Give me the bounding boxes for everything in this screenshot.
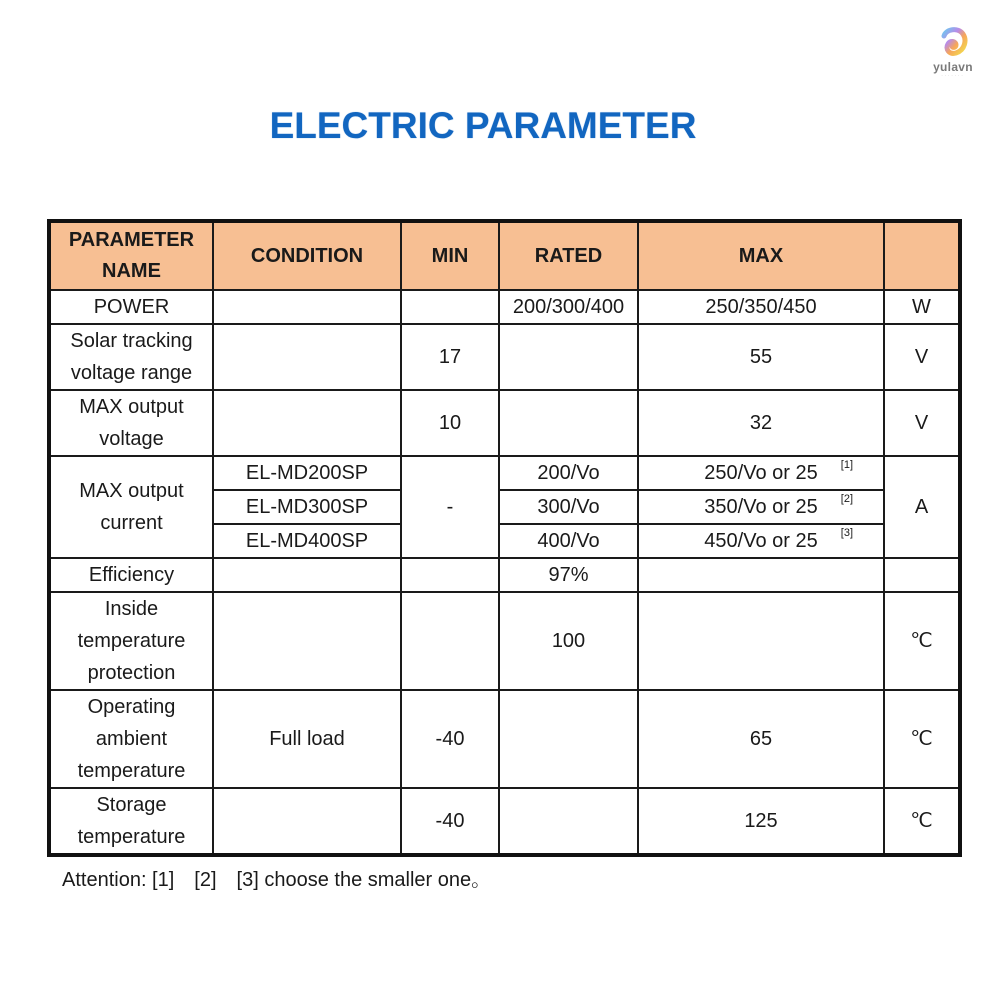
cell-name: Storage temperature: [49, 788, 213, 855]
cell-unit: V: [884, 390, 960, 456]
cell-max-value: 250/Vo or 25: [704, 462, 818, 484]
chameleon-logo-icon: [938, 26, 968, 56]
cell-unit: V: [884, 324, 960, 390]
footnote-ref: [3]: [840, 527, 853, 539]
cell-condition: [213, 558, 401, 592]
cell-unit: ℃: [884, 592, 960, 690]
cell-rated: [499, 390, 638, 456]
table-row-solar-tracking: [49, 324, 960, 390]
cell-min: [401, 592, 499, 690]
cell-min: [401, 558, 499, 592]
cell-max-value: 450/Vo or 25: [704, 530, 818, 552]
cell-rated: 400/Vo: [499, 524, 638, 558]
header-parameter-name: PARAMETER NAME: [49, 221, 213, 290]
header-rated: RATED: [499, 221, 638, 290]
cell-min: -40: [401, 788, 499, 855]
footnote-mid: [2]: [194, 869, 217, 891]
cell-max-value: 350/Vo or 25: [704, 496, 818, 518]
table-header-row: [49, 221, 960, 290]
cell-max: 55: [638, 324, 884, 390]
footnote-ref: [2]: [840, 493, 853, 505]
cell-condition: EL-MD300SP: [213, 490, 401, 524]
cell-unit: ℃: [884, 690, 960, 788]
cell-unit: A: [884, 456, 960, 558]
brand-name: yulavn: [933, 60, 973, 74]
cell-unit: W: [884, 290, 960, 324]
table-row-max-output-current: [49, 456, 960, 490]
table-row-storage-temperature: [49, 788, 960, 855]
cell-condition: [213, 592, 401, 690]
cell-max: [638, 592, 884, 690]
table-row-operating-temperature: [49, 690, 960, 788]
cell-rated: 200/Vo: [499, 456, 638, 490]
cell-min: [401, 290, 499, 324]
cell-condition: EL-MD200SP: [213, 456, 401, 490]
cell-min: -40: [401, 690, 499, 788]
header-condition: CONDITION: [213, 221, 401, 290]
table-row-power: [49, 290, 960, 324]
header-max: MAX: [638, 221, 884, 290]
cell-rated: 100: [499, 592, 638, 690]
cell-max: [638, 524, 884, 558]
cell-condition: [213, 788, 401, 855]
cell-condition: Full load: [213, 690, 401, 788]
cell-rated: [499, 788, 638, 855]
cell-min: 10: [401, 390, 499, 456]
cell-condition: [213, 390, 401, 456]
cell-name: Inside temperature protection: [49, 592, 213, 690]
cell-condition: [213, 290, 401, 324]
brand-logo: [928, 26, 978, 78]
cell-name: MAX output voltage: [49, 390, 213, 456]
table-row-max-output-voltage: [49, 390, 960, 456]
cell-condition: EL-MD400SP: [213, 524, 401, 558]
footnote-suffix: [3] choose the smaller one。: [236, 869, 492, 891]
cell-min: 17: [401, 324, 499, 390]
cell-unit: ℃: [884, 788, 960, 855]
cell-max: 32: [638, 390, 884, 456]
cell-max: [638, 558, 884, 592]
brand-tagline: ·······: [941, 73, 965, 78]
header-unit: [884, 221, 960, 290]
cell-name: Operating ambient temperature: [49, 690, 213, 788]
cell-name: POWER: [49, 290, 213, 324]
footnote-ref: [1]: [840, 459, 853, 471]
cell-rated: 200/300/400: [499, 290, 638, 324]
header-min: MIN: [401, 221, 499, 290]
electric-parameter-table: [47, 219, 962, 857]
cell-rated: 97%: [499, 558, 638, 592]
cell-rated: 300/Vo: [499, 490, 638, 524]
page-title: ELECTRIC PARAMETER: [269, 105, 697, 146]
cell-min: -: [401, 456, 499, 558]
cell-rated: [499, 690, 638, 788]
cell-max: [638, 490, 884, 524]
cell-max: 125: [638, 788, 884, 855]
table-row-inside-temperature: [49, 592, 960, 690]
cell-max: 65: [638, 690, 884, 788]
cell-name: Solar tracking voltage range: [49, 324, 213, 390]
cell-rated: [499, 324, 638, 390]
table-row-efficiency: [49, 558, 960, 592]
footnote-prefix: Attention: [1]: [62, 869, 175, 891]
cell-name: MAX output current: [49, 456, 213, 558]
cell-max: 250/350/450: [638, 290, 884, 324]
cell-name: Efficiency: [49, 558, 213, 592]
footnote-attention: [62, 863, 491, 892]
cell-unit: [884, 558, 960, 592]
cell-condition: [213, 324, 401, 390]
cell-max: [638, 456, 884, 490]
